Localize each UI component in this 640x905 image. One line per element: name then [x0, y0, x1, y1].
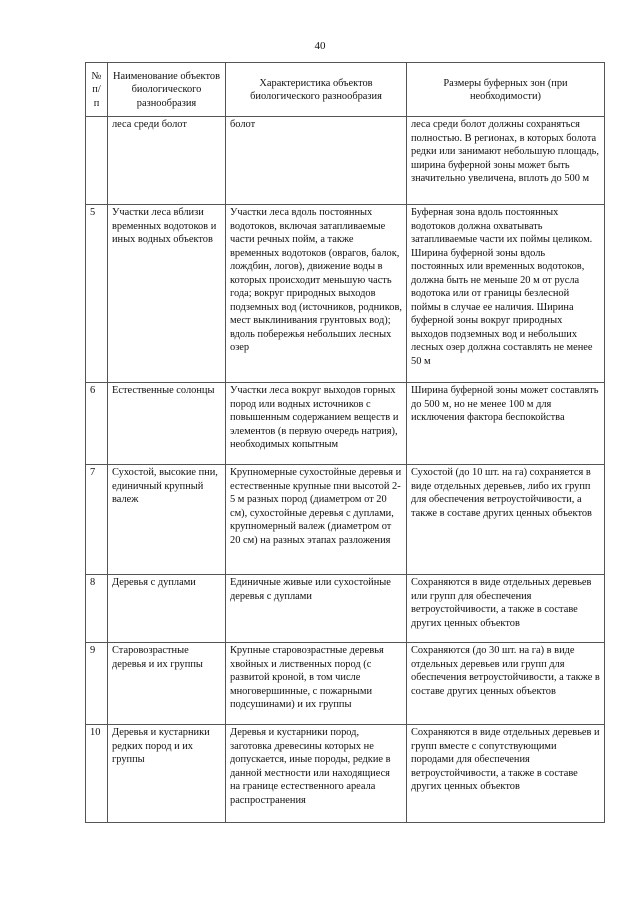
page-number: 40	[314, 40, 326, 52]
header-number: № п/п	[86, 63, 108, 117]
row-number: 5	[86, 205, 108, 383]
row-characteristics: болот	[226, 117, 407, 205]
header-buffer-zone: Размеры буферных зон (при необходимости)	[407, 63, 605, 117]
row-object-name: Сухостой, высокие пни, единичный крупный валеж	[108, 465, 226, 575]
table-row	[86, 205, 605, 383]
table-row	[86, 465, 605, 575]
header-object-name: Наименование объектов биологического разнообразия	[108, 63, 226, 117]
row-number: 8	[86, 575, 108, 643]
table-header-row	[86, 63, 605, 117]
table-row	[86, 643, 605, 725]
row-number: 10	[86, 725, 108, 823]
row-object-name: Естественные солонцы	[108, 383, 226, 465]
table-row	[86, 575, 605, 643]
biodiversity-table	[85, 62, 605, 823]
table-row	[86, 383, 605, 465]
row-buffer-zone: Ширина буферной зоны может составлять до 500 м, но не менее 100 м для исключения фактора беспокойства	[407, 383, 605, 465]
row-buffer-zone: Сохраняются (до 30 шт. на га) в виде отдельных деревьев или групп для обеспечения ветроустойчивости, а также в составе других ценных объектов	[407, 643, 605, 725]
row-object-name: Старовозрастные деревья и их группы	[108, 643, 226, 725]
row-object-name: Деревья и кустарники редких пород и их группы	[108, 725, 226, 823]
row-object-name: леса среди болот	[108, 117, 226, 205]
row-number: 6	[86, 383, 108, 465]
row-number	[86, 117, 108, 205]
row-object-name: Участки леса вблизи временных водотоков и иных водных объектов	[108, 205, 226, 383]
row-object-name: Деревья с дуплами	[108, 575, 226, 643]
row-buffer-zone: Сохраняются в виде отдельных деревьев и групп вместе с сопутствующими породами для обеспечения ветроустойчивости, а также в составе других ценных объектов	[407, 725, 605, 823]
row-characteristics: Участки леса вдоль постоянных водотоков, включая затапливаемые части речных пойм, а также временных водотоков (оврагов, балок, лождбин, логов), движение воды в которых происходит меньшую часть года; вокруг природных выходов подземных вод (источников, родников, мест выклинивания грунтовых вод); вдоль побережья небольших лесных озер	[226, 205, 407, 383]
row-characteristics: Единичные живые или сухостойные деревья с дуплами	[226, 575, 407, 643]
row-characteristics: Деревья и кустарники пород, заготовка древесины которых не допускается, иные породы, редкие в данной местности или находящиеся на границе естественного ареала распространения	[226, 725, 407, 823]
row-characteristics: Участки леса вокруг выходов горных пород или водных источников с повышенным содержанием веществ и элементов (в первую очередь натрия), необходимых копытным	[226, 383, 407, 465]
row-number: 9	[86, 643, 108, 725]
row-buffer-zone: Сухостой (до 10 шт. на га) сохраняется в виде отдельных деревьев, либо их групп для обеспечения ветроустойчивости, а также в составе других ценных объектов	[407, 465, 605, 575]
row-number: 7	[86, 465, 108, 575]
table-row	[86, 725, 605, 823]
row-buffer-zone: леса среди болот должны сохраняться полностью. В регионах, в которых болота редки или занимают небольшую площадь, ширина буферной зоны может быть значительно увеличена, вплоть до 500 м	[407, 117, 605, 205]
header-characteristics: Характеристика объектов биологического разнообразия	[226, 63, 407, 117]
row-buffer-zone: Буферная зона вдоль постоянных водотоков должна охватывать затапливаемые части их поймы целиком. Ширина буферной зоны вдоль постоянных или временных водотоков, должна быть не меньше 20 м от русла водотока или от границы безлесной поймы в случае ее наличия. Ширина буферной зоны вокруг природных выходов подземных вод и небольших лесных озер должна составлять не менее 50 м	[407, 205, 605, 383]
row-buffer-zone: Сохраняются в виде отдельных деревьев или групп для обеспечения ветроустойчивости, а также в составе других ценных объектов	[407, 575, 605, 643]
table-row	[86, 117, 605, 205]
row-characteristics: Крупномерные сухостойные деревья и естественные крупные пни высотой 2-5 м разных пород (диаметром от 20 см), сухостойные деревья с дуплами, крупномерный валеж (диаметром от 20 см) на разных этапах разложения	[226, 465, 407, 575]
row-characteristics: Крупные старовозрастные деревья хвойных и лиственных пород (с развитой кроной, в том числе многовершинные, с пожарными подсушинами) и их группы	[226, 643, 407, 725]
